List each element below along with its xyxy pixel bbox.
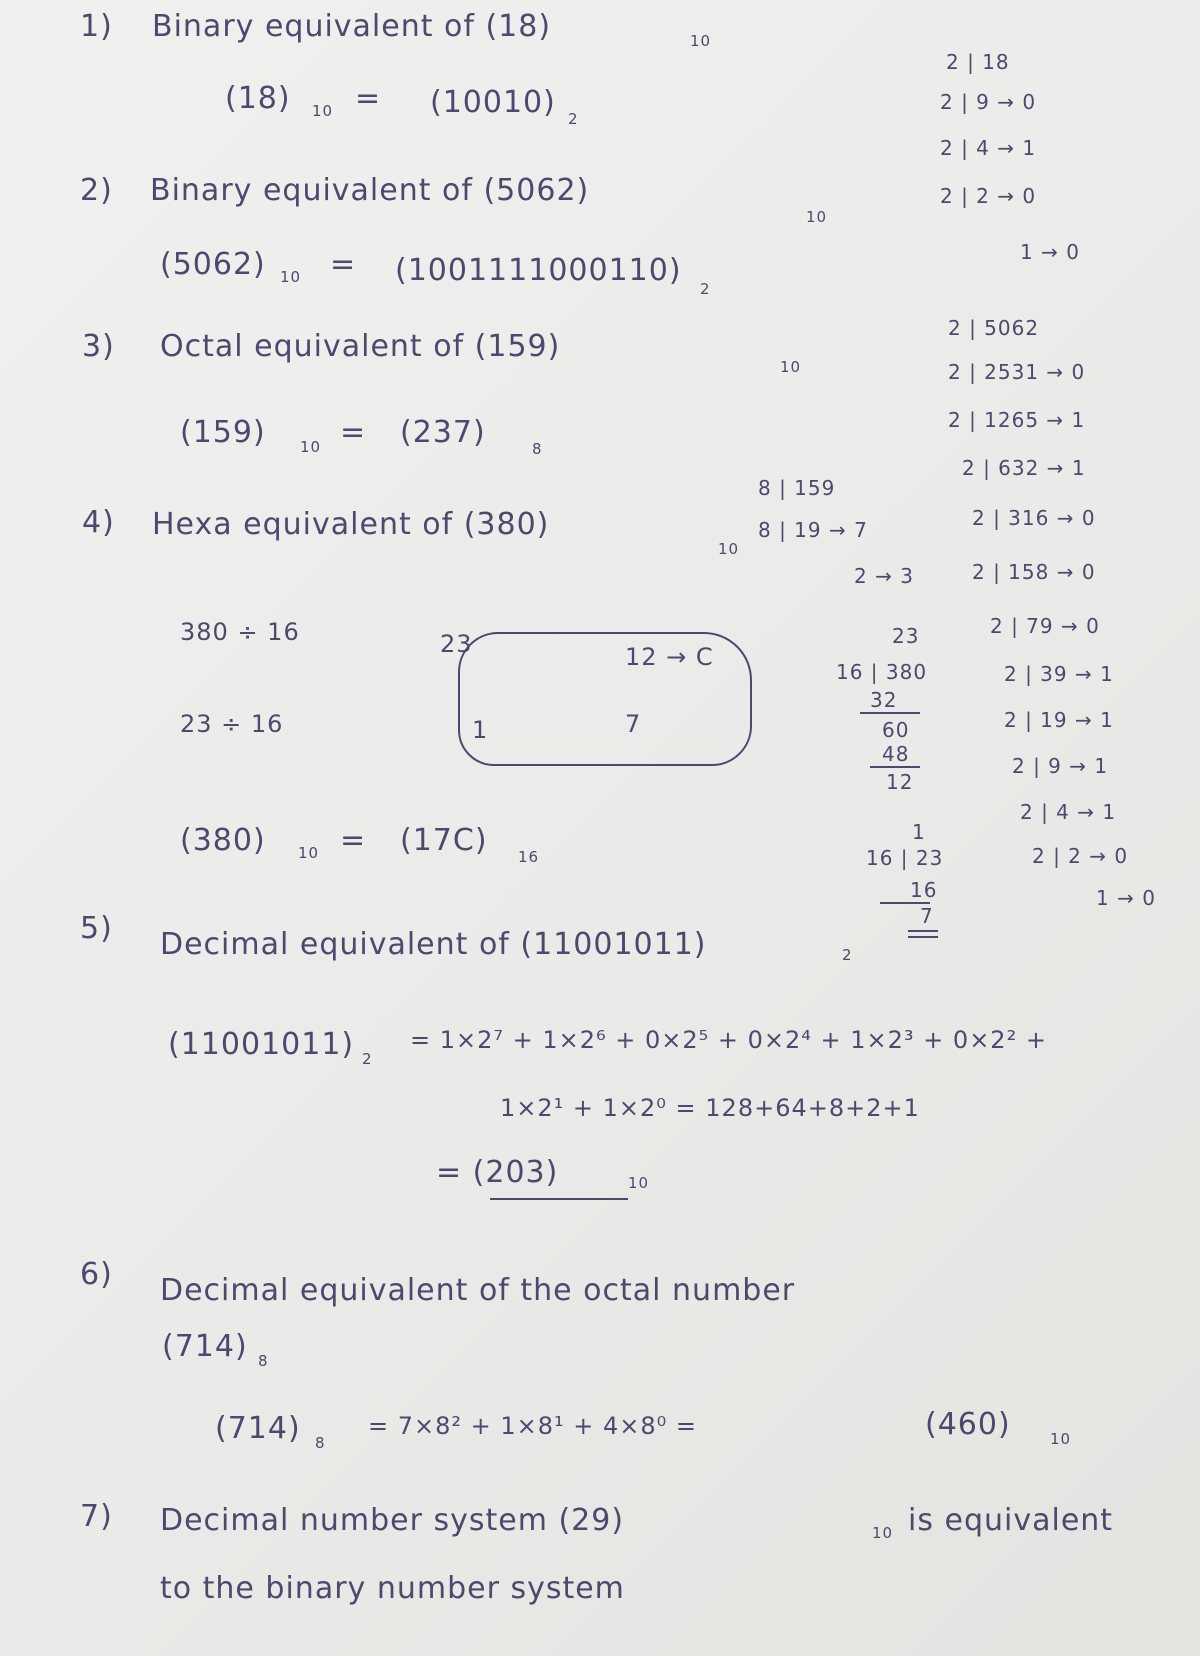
long-division-380-step: 60 xyxy=(882,718,910,742)
division-159-row1: 8 | 159 xyxy=(758,476,836,500)
q7-line1-end: is equivalent xyxy=(908,1503,1114,1538)
division-5062-row: 2 | 19 → 1 xyxy=(1004,708,1114,732)
long-division-380-quotient: 23 xyxy=(892,624,920,648)
q5-lhs-base: 2 xyxy=(362,1050,373,1068)
q6-expansion: = 7×8² + 1×8¹ + 4×8⁰ = xyxy=(368,1412,698,1440)
division-5062-row: 2 | 632 → 1 xyxy=(962,456,1086,480)
q4-lhs-base: 10 xyxy=(298,844,320,862)
q4-division-1: 380 ÷ 16 xyxy=(180,618,300,646)
q2-number: 2) xyxy=(80,173,113,208)
q2-answer-base: 2 xyxy=(700,280,711,298)
long-division-23-step: 16 xyxy=(910,878,938,902)
q6-text: Decimal equivalent of the octal number xyxy=(160,1273,796,1308)
q1-equals: = xyxy=(355,81,382,116)
long-division-380-step: 12 xyxy=(886,770,914,794)
q6-answer: (460) xyxy=(925,1407,1011,1442)
q4-answer-base: 16 xyxy=(518,848,540,866)
q4-quotient: 23 xyxy=(440,630,473,658)
long-division-380-rule xyxy=(860,712,920,714)
long-division-23-double-rule xyxy=(908,930,938,932)
q2-equals: = xyxy=(330,247,357,282)
long-division-380-divisor: 16 | 380 xyxy=(836,660,928,684)
division-5062-row: 2 | 79 → 0 xyxy=(990,614,1100,638)
long-division-380-rule xyxy=(870,766,920,768)
long-division-380-step: 32 xyxy=(870,688,898,712)
division-159-row3: 2 → 3 xyxy=(854,564,914,588)
q4-lhs: (380) xyxy=(180,823,266,858)
division-18-row: 2 | 4 → 1 xyxy=(940,136,1037,160)
q4-division-2: 23 ÷ 16 xyxy=(180,710,284,738)
division-5062-row: 2 | 9 → 1 xyxy=(1012,754,1109,778)
q4-equals: = xyxy=(340,823,367,858)
q4-remainder-c: 12 → C xyxy=(625,643,714,671)
q6-number: 6) xyxy=(80,1257,113,1292)
q3-answer: (237) xyxy=(400,415,486,450)
q6-number-value: (714) xyxy=(162,1329,248,1364)
q6-number-value-base: 8 xyxy=(258,1352,269,1370)
long-division-23-quotient: 1 xyxy=(912,820,926,844)
division-5062-top: 2 | 5062 xyxy=(948,316,1040,340)
q7-base: 10 xyxy=(872,1524,894,1542)
q6-lhs-base: 8 xyxy=(315,1434,326,1452)
q5-text: Decimal equivalent of (11001011) xyxy=(160,927,707,962)
division-5062-row: 2 | 39 → 1 xyxy=(1004,662,1114,686)
q4-text: Hexa equivalent of (380) xyxy=(152,507,550,542)
long-division-23-step: 7 xyxy=(920,904,934,928)
q5-number: 5) xyxy=(80,911,113,946)
q3-lhs-base: 10 xyxy=(300,438,322,456)
q6-answer-base: 10 xyxy=(1050,1430,1072,1448)
q3-text: Octal equivalent of (159) xyxy=(160,329,561,364)
q1-text: Binary equivalent of (18) xyxy=(152,9,552,44)
q5-expansion-line1: = 1×2⁷ + 1×2⁶ + 0×2⁵ + 0×2⁴ + 1×2³ + 0×2² + xyxy=(410,1026,1047,1054)
division-5062-row: 2 | 316 → 0 xyxy=(972,506,1096,530)
q5-expansion-line2: 1×2¹ + 1×2⁰ = 128+64+8+2+1 xyxy=(500,1094,920,1122)
q4-base: 10 xyxy=(718,540,740,558)
q5-base: 2 xyxy=(842,946,853,964)
q1-number: 1) xyxy=(80,9,113,44)
division-18-row: 2 | 9 → 0 xyxy=(940,90,1037,114)
q1-answer: (10010) xyxy=(430,85,556,120)
division-18-row: 1 → 0 xyxy=(1020,240,1080,264)
long-division-380-step: 48 xyxy=(882,742,910,766)
q5-result-base: 10 xyxy=(628,1174,650,1192)
q1-answer-base: 2 xyxy=(568,110,579,128)
q2-answer: (1001111000110) xyxy=(395,253,682,288)
q2-base: 10 xyxy=(806,208,828,226)
q5-result-underline xyxy=(490,1198,628,1200)
division-159-row2: 8 | 19 → 7 xyxy=(758,518,868,542)
division-18-top: 2 | 18 xyxy=(946,50,1010,74)
q4-remainder-bubble xyxy=(458,632,752,766)
q5-lhs: (11001011) xyxy=(168,1027,355,1062)
q7-line1: Decimal number system (29) xyxy=(160,1503,625,1538)
q4-bubble-quotient: 1 xyxy=(472,716,489,744)
long-division-23-double-rule xyxy=(908,936,938,938)
q1-lhs-base: 10 xyxy=(312,102,334,120)
q7-line2: to the binary number system xyxy=(160,1571,625,1606)
q2-lhs: (5062) xyxy=(160,247,266,282)
division-5062-row: 1 → 0 xyxy=(1096,886,1156,910)
q1-base: 10 xyxy=(690,32,712,50)
division-5062-row: 2 | 158 → 0 xyxy=(972,560,1096,584)
q5-result: = (203) xyxy=(436,1155,559,1190)
division-5062-row: 2 | 1265 → 1 xyxy=(948,408,1086,432)
division-5062-row: 2 | 4 → 1 xyxy=(1020,800,1117,824)
long-division-23-divisor: 16 | 23 xyxy=(866,846,944,870)
q3-lhs: (159) xyxy=(180,415,266,450)
q3-answer-base: 8 xyxy=(532,440,543,458)
q1-lhs: (18) xyxy=(225,81,291,116)
q4-answer: (17C) xyxy=(400,823,488,858)
q2-lhs-base: 10 xyxy=(280,268,302,286)
q3-number: 3) xyxy=(82,329,115,364)
q3-equals: = xyxy=(340,415,367,450)
q2-text: Binary equivalent of (5062) xyxy=(150,173,590,208)
q4-bubble-remainder: 7 xyxy=(625,710,642,738)
q3-base: 10 xyxy=(780,358,802,376)
q7-number: 7) xyxy=(80,1499,113,1534)
division-5062-row: 2 | 2 → 0 xyxy=(1032,844,1129,868)
q6-lhs: (714) xyxy=(215,1411,301,1446)
q4-number: 4) xyxy=(82,505,115,540)
division-5062-row: 2 | 2531 → 0 xyxy=(948,360,1086,384)
division-18-row: 2 | 2 → 0 xyxy=(940,184,1037,208)
